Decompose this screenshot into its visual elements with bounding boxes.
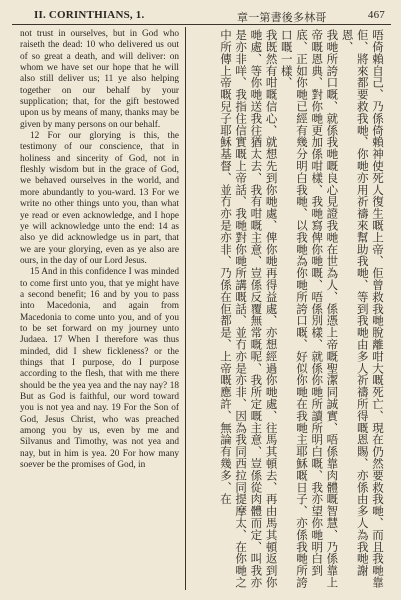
page-number: 467 [367,9,385,21]
two-column-body [12,27,391,590]
chinese-column [186,27,391,590]
chinese-paragraph: 我哋所誇口嘅、就係我哋嘅良心見證我哋在世為人、係憑上帝嘅聖潔同誠實、唔係靠肉體嘅智慧、乃係靠上帝嘅恩典、對你哋更加係咁樣、我哋寫俾你哋嘅、唔係別樣、就係你哋所讀所明白嘅、我亦望你哋明白到底、正如你哋已經有幾分明白我哋、以我哋為你哋所誇口嘅、好似你哋在我哋主耶穌嘅日子、亦係我哋所誇口嘅一樣、 [279,29,340,589]
english-column [12,27,186,590]
chinese-paragraph: 我既然有咁嘅信心、就想先到你哋處、俾你哋再得益處、亦想經過你哋處、往馬其頓去、再由馬其頓返到你哋處、等你哋送我往猶太去、我有咁嘅主意、豈係反覆無常嘅呢、我所定嘅主意、豈係從肉體而定、叫我亦是亦非咩、我指住信實嘅上帝話、我哋對你哋所講嘅話、並冇亦是亦非、因為我同西拉同提摩太、在你哋之中所傳上帝嘅兒子耶穌基督、並冇亦是亦非、乃係在佢都是、上帝嘅應許、無論有幾多、在 [218,29,279,589]
header-book-title-english: II. CORINTHIANS, 1. [34,9,145,21]
english-paragraph: not trust in ourselves, but in God who raiseth the dead: 10 who delivered us out of so great a death, and will deliver: on whom we have set our hope that he will also still deliver us; 11 ye also helping together on our behalf by your supplication; that, for the gift bestowed upon us by means of many, thanks may be given by many persons on our behalf. [20,29,179,130]
running-header [12,6,391,26]
chinese-vertical-text [186,27,391,590]
header-rule [12,24,391,25]
header-book-title-chinese: 章一第書後多林哥 [237,12,327,24]
english-paragraph: 15 And in this confidence I was minded to come first unto you, that ye might have a second benefit; 16 and by you to pass into Macedonia, and again from Macedonia to come unto you, and of you to be set forward on my journey unto Judaea. 17 When I therefore was thus minded, did I shew fickleness? or the things that I purpose, do I purpose according to the flesh, that with me there should be the yea yea and the nay nay? 18 But as God is faithful, our word toward you is not yea and nay. 19 For the Son of God, Jesus Christ, who was preached among you by us, even by me and Silvanus and Timothy, was not yea and nay, but in him is yea. 20 For how many soever be the promises of God, in [20,267,179,471]
english-paragraph: 12 For our glorying is this, the testimony of our conscience, that in holiness and sincerity of God, not in fleshly wisdom but in the grace of God, we behaved ourselves in the world, and more abundantly to you-ward. 13 For we write no other things unto you, than what ye read or even acknowledge, and I hope ye will acknowledge unto the end: 14 as also ye did acknowledge us in part, that we are your glorying, even as ye also are ours, in the day of our Lord Jesus. [20,131,179,266]
chinese-paragraph: 唔倚賴自己、乃係倚賴神使死人復生嘅上帝、佢曾救我哋脫離咁大嘅死亡、現在仍然要救我哋、而且我哋靠佢、將來都要救我哋、你哋亦用祈禱來幫助我哋、等到我哋由多人祈禱所得嘅恩賜、亦係由多人為我哋謝恩、 [340,29,385,589]
